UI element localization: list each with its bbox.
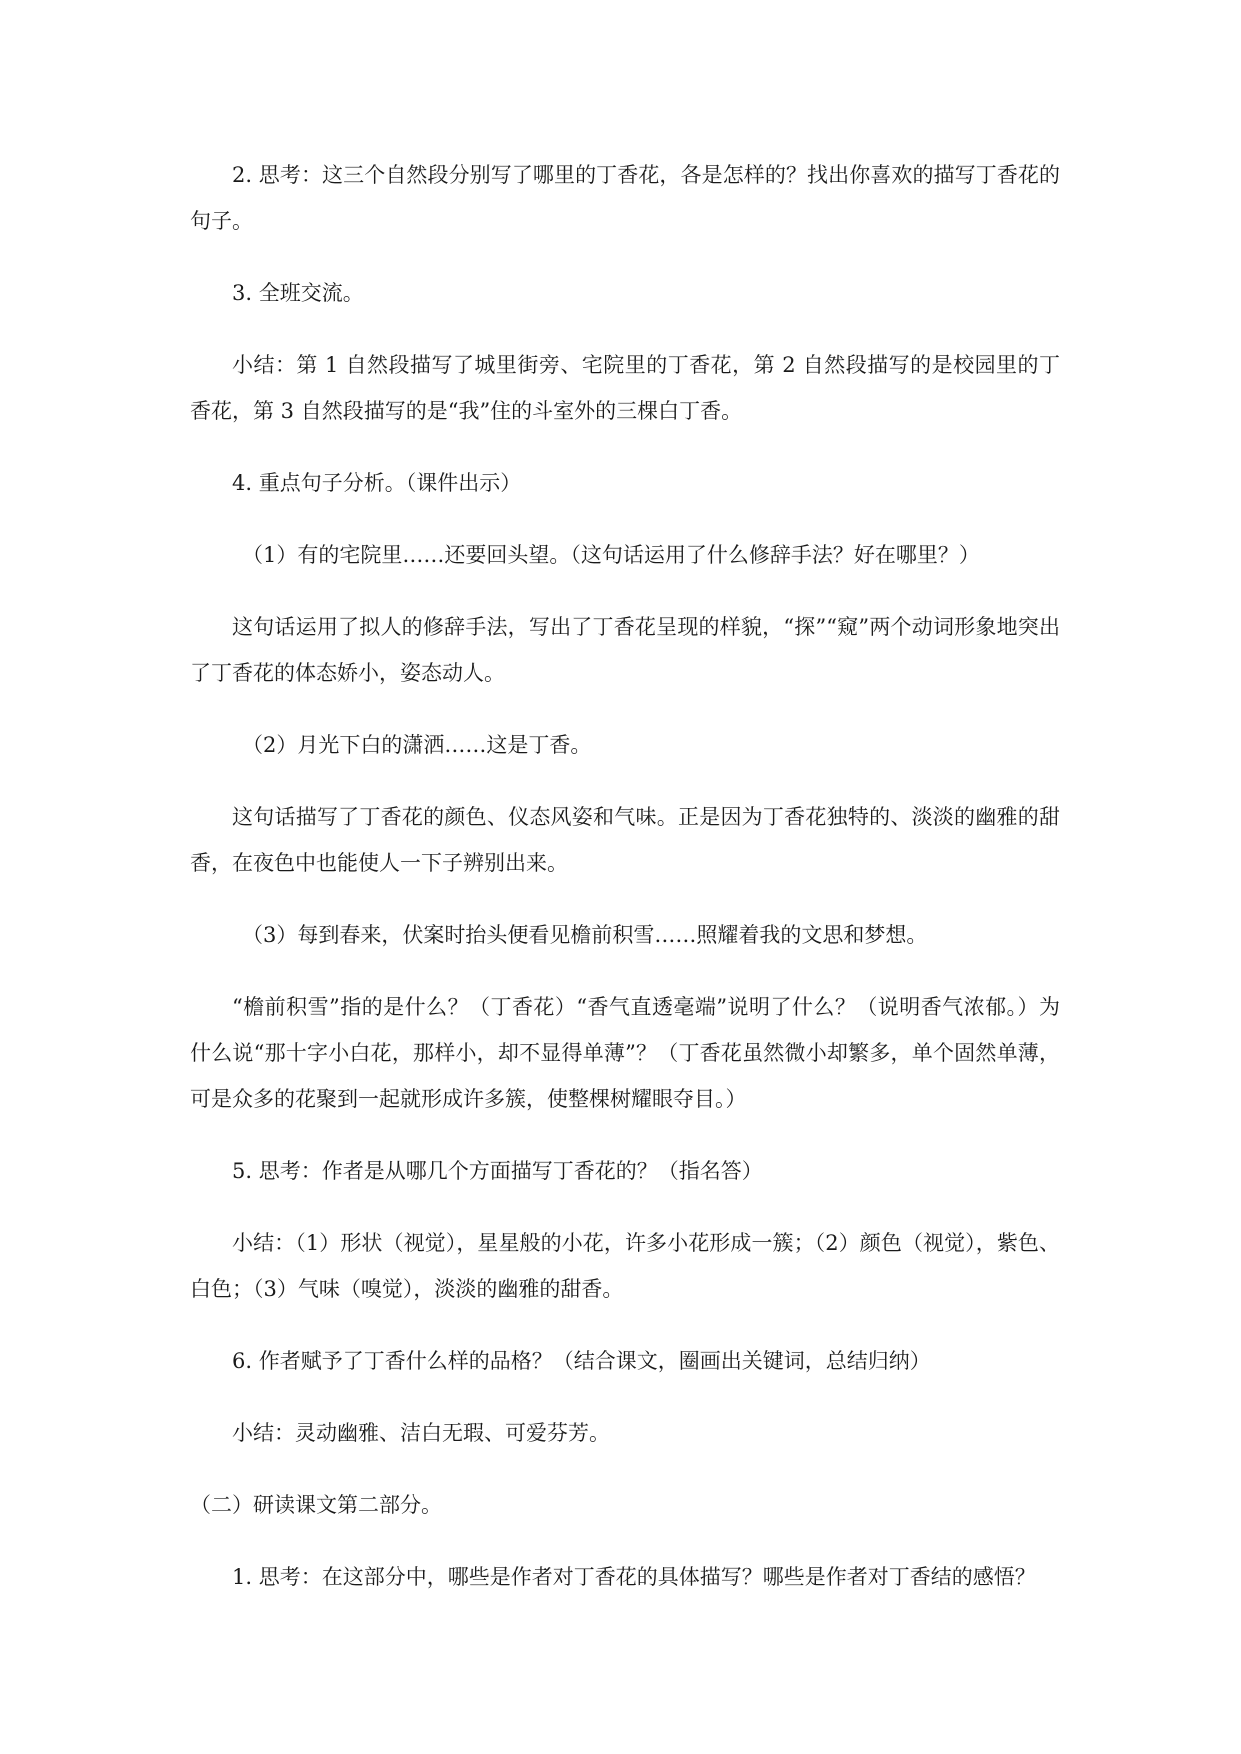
section-heading: （二）研读课文第二部分。: [190, 1493, 442, 1517]
document-body: [190, 152, 1060, 1600]
part2-question-1: 1. 思考：在这部分中，哪些是作者对丁香花的具体描写？哪些是作者对丁香结的感悟？: [232, 1565, 1036, 1589]
sentence-analysis-1: （1）有的宅院里……还要回头望。（这句话运用了什么修辞手法？好在哪里？）: [242, 543, 980, 567]
question-5: 5. 思考：作者是从哪几个方面描写丁香花的？（指名答）: [232, 1159, 763, 1183]
sentence-analysis-3: （3）每到春来，伏案时抬头便看见檐前积雪……照耀着我的文思和梦想。: [242, 923, 928, 947]
summary-paragraph: 小结：（1）形状（视觉），星星般的小花，许多小花形成一簇；（2）颜色（视觉），紫色、白色；（3）气味（嗅觉），淡淡的幽雅的甜香。: [190, 1231, 1060, 1301]
question-4: 4. 重点句子分析。（课件出示）: [232, 471, 522, 495]
answer-paragraph-2: 这句话描写了丁香花的颜色、仪态风姿和气味。正是因为丁香花独特的、淡淡的幽雅的甜香，在夜色中也能使人一下子辨别出来。: [190, 805, 1060, 875]
question-2: 2. 思考：这三个自然段分别写了哪里的丁香花，各是怎样的？找出你喜欢的描写丁香花的句子。: [190, 163, 1060, 233]
question-6: 6. 作者赋予了丁香什么样的品格？（结合课文，圈画出关键词，总结归纳）: [232, 1349, 931, 1373]
question-3: 3. 全班交流。: [232, 281, 364, 305]
answer-paragraph-3: “檐前积雪”指的是什么？（丁香花）“香气直透毫端”说明了什么？（说明香气浓郁。）为什么说“那十字小白花，那样小，却不显得单薄”？（丁香花虽然微小却繁多，单个固然单薄，可是众多的花聚到一起就形成许多簇，使整棵树耀眼夺目。）: [190, 995, 1060, 1111]
sentence-analysis-2: （2）月光下白的潇洒……这是丁香。: [242, 733, 592, 757]
summary-paragraph: 小结：灵动幽雅、洁白无瑕、可爱芬芳。: [232, 1421, 610, 1445]
answer-paragraph-1: 这句话运用了拟人的修辞手法，写出了丁香花呈现的样貌，“探”“窥”两个动词形象地突出了丁香花的体态娇小，姿态动人。: [190, 615, 1060, 685]
summary-paragraph: 小结：第 1 自然段描写了城里街旁、宅院里的丁香花，第 2 自然段描写的是校园里的丁香花，第 3 自然段描写的是“我”住的斗室外的三棵白丁香。: [190, 353, 1060, 423]
